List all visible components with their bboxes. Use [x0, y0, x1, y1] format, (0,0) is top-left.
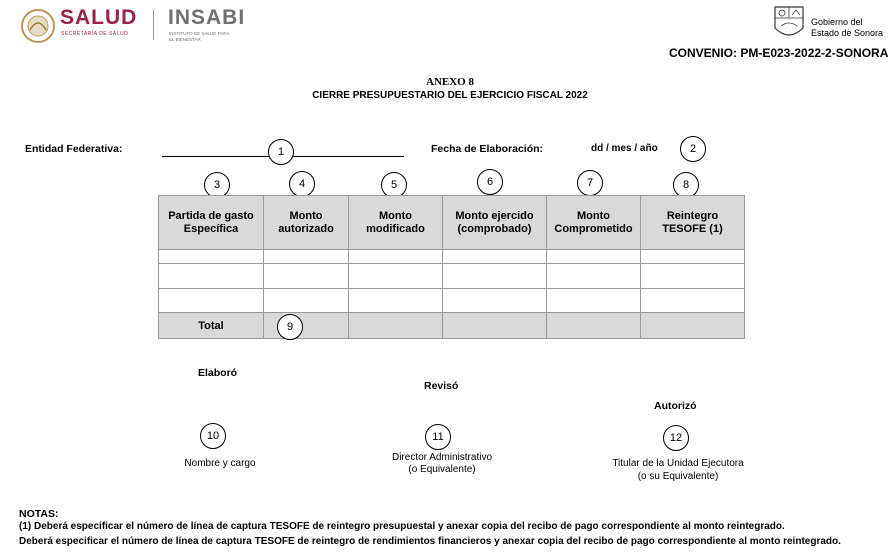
- elaboro-label: Elaboró: [198, 367, 238, 379]
- marker-9: 9: [277, 314, 303, 340]
- table-row: [159, 289, 745, 313]
- table-cell[interactable]: [443, 289, 547, 313]
- total-cell[interactable]: [349, 313, 443, 339]
- marker-7: 7: [577, 170, 603, 196]
- marker-11: 11: [425, 424, 451, 450]
- header-partida: Partida de gasto Específica: [159, 196, 264, 250]
- marker-10: 10: [200, 423, 226, 449]
- table-cell[interactable]: [159, 264, 264, 289]
- table-cell[interactable]: [264, 264, 349, 289]
- total-cell[interactable]: [443, 313, 547, 339]
- table-row: [159, 264, 745, 289]
- table-cell[interactable]: [349, 250, 443, 264]
- total-label: Total: [159, 313, 264, 339]
- table-cell[interactable]: [264, 289, 349, 313]
- document-subtitle: CIERRE PRESUPUESTARIO DEL EJERCICIO FISCAL 2022: [312, 90, 588, 101]
- gobierno-line-2: Estado de Sonora: [811, 28, 884, 38]
- marker-12: 12: [663, 425, 689, 451]
- insabi-logo-subtitle-1: INSTITUTO DE SALUD PARA: [169, 31, 230, 36]
- logo-divider: [153, 10, 154, 40]
- header-modificado: Monto modificado: [349, 196, 443, 250]
- note-2: Deberá especificar el número de línea de captura TESOFE de reintegro de rendimientos financieros y anexar copia del recibo de pago correspondiente al monto reintegrado.: [19, 536, 841, 547]
- marker-2: 2: [680, 136, 706, 162]
- fecha-elaboracion-label: Fecha de Elaboración:: [431, 143, 544, 155]
- table-row: [159, 250, 745, 264]
- table-cell[interactable]: [547, 250, 641, 264]
- table-cell[interactable]: [159, 250, 264, 264]
- total-cell[interactable]: [641, 313, 745, 339]
- table-cell[interactable]: [349, 289, 443, 313]
- titular-line-1: Titular de la Unidad Ejecutora: [612, 458, 744, 469]
- marker-5: 5: [381, 172, 407, 198]
- autorizo-label: Autorizó: [654, 400, 697, 412]
- notes-heading: NOTAS:: [19, 508, 59, 520]
- salud-logo-subtitle: SECRETARÍA DE SALUD: [61, 31, 129, 37]
- table-cell[interactable]: [443, 264, 547, 289]
- table-header-row: [159, 196, 745, 250]
- table-cell[interactable]: [641, 264, 745, 289]
- gobierno-line-1: Gobierno del: [811, 17, 863, 27]
- anexo-title: ANEXO 8: [426, 76, 474, 88]
- insabi-logo-text: INSABI: [168, 6, 246, 29]
- nombre-cargo-text: Nombre y cargo: [184, 458, 256, 469]
- table-cell[interactable]: [641, 289, 745, 313]
- table-cell[interactable]: [641, 250, 745, 264]
- director-line-1: Director Administrativo: [391, 452, 493, 463]
- header-autorizado: Monto autorizado: [264, 196, 349, 250]
- budget-table: [158, 195, 745, 339]
- header-comprometido: Monto Comprometido: [547, 196, 641, 250]
- header-ejercido: Monto ejercido (comprobado): [443, 196, 547, 250]
- table-cell[interactable]: [159, 289, 264, 313]
- total-cell[interactable]: [547, 313, 641, 339]
- table-cell[interactable]: [443, 250, 547, 264]
- director-line-2: (o Equivalente): [408, 464, 476, 475]
- note-1: (1) Deberá especificar el número de línea de captura TESOFE de reintegro presupuestal y anexar copia del recibo de pago correspondiente al monto reintegrado.: [19, 521, 785, 532]
- marker-6: 6: [477, 169, 503, 195]
- marker-3: 3: [204, 172, 230, 198]
- table-cell[interactable]: [349, 264, 443, 289]
- entidad-federativa-label: Entidad Federativa:: [25, 143, 123, 155]
- marker-4: 4: [289, 171, 315, 197]
- reviso-label: Revisó: [424, 380, 459, 392]
- table-cell[interactable]: [264, 250, 349, 264]
- marker-1: 1: [268, 139, 294, 165]
- sonora-coat-of-arms-icon: [772, 4, 806, 42]
- marker-8: 8: [673, 172, 699, 198]
- table-total-row: [159, 313, 745, 339]
- header-reintegro: Reintegro TESOFE (1): [641, 196, 745, 250]
- convenio-text: CONVENIO: PM-E023-2022-2-SONORA: [669, 46, 889, 60]
- fecha-format: dd / mes / año: [591, 143, 658, 154]
- table-cell[interactable]: [547, 264, 641, 289]
- mexico-emblem-icon: [18, 8, 58, 44]
- titular-line-2: (o su Equivalente): [637, 471, 719, 482]
- table-cell[interactable]: [547, 289, 641, 313]
- insabi-logo-subtitle-2: EL BIENESTAR: [169, 37, 201, 42]
- salud-logo-text: SALUD: [60, 6, 138, 29]
